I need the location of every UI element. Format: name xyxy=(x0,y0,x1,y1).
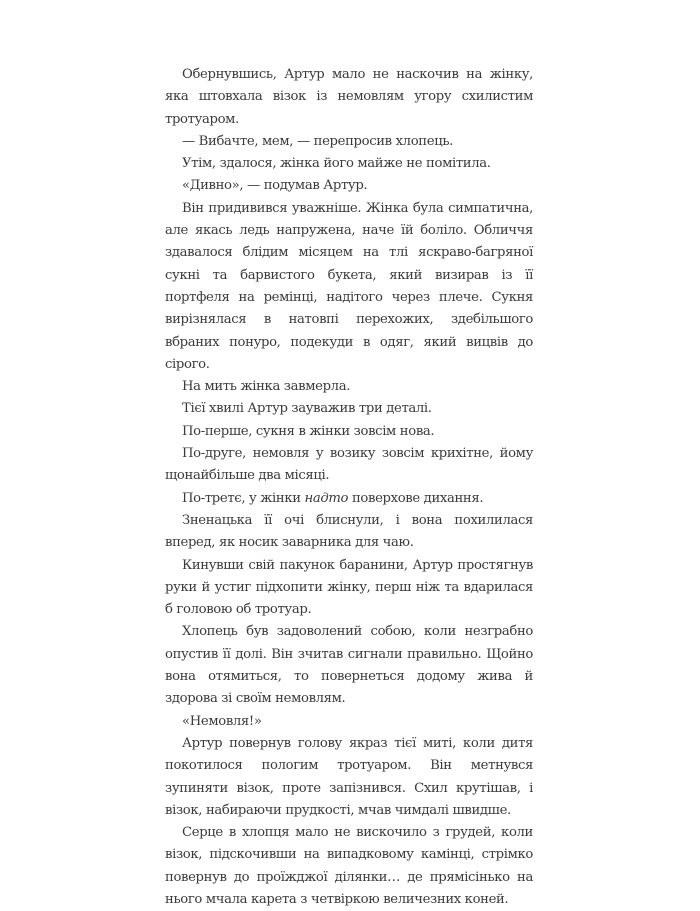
paragraph: По-перше, сукня в жінки зовсім нова. xyxy=(182,423,435,439)
paragraph: Серце в хлопця мало не вискочило з грудей, коли візок, підскочивши на випадковому камінці, стрімко повернув до проїжджої ділянки… де прямісінько на нього мчала карета з четвіркою величезних коней. xyxy=(165,825,533,907)
paragraph: — Вибачте, мем, — перепросив хлопець. xyxy=(182,133,454,149)
paragraph: На мить жінка завмерла. xyxy=(182,379,351,395)
paragraph: «Дивно», — подумав Артур. xyxy=(182,178,368,194)
text-run: поверхове дихання. xyxy=(348,490,484,506)
paragraph: Утім, здалося, жінка його майже не помітила. xyxy=(182,156,491,172)
paragraph-with-emphasis xyxy=(165,488,533,510)
paragraph: По-друге, немовля у возику зовсім крихітне, йому щонайбільше два місяці. xyxy=(165,446,533,484)
paragraph: Тієї хвилі Артур зауважив три деталі. xyxy=(182,401,432,417)
text-run: По-третє, у жінки xyxy=(182,490,305,506)
paragraph: Хлопець був задоволений собою, коли незграбно опустив її долі. Він зчитав сигнали правильно. Щойно вона отямиться, то повернеться додому жива й здорова зі своїм немовлям. xyxy=(165,624,533,707)
paragraph: Він придивився уважніше. Жінка була симпатична, але якась ледь напружена, наче їй боліло. Обличчя здавалося блідим місяцем на тлі яскраво-багряної сукні та барвистого букета, який визирав із її портфеля на ремінці, надітого через плече. Сукня вирізнялася в натовпі перехожих, здебільшого вбраних понуро, подекуди в одяг, який вицвів до сірого. xyxy=(165,200,533,372)
paragraph: Обернувшись, Артур мало не наскочив на жінку, яка штовхала візок із немовлям угору схилистим тротуаром. xyxy=(165,67,533,127)
paragraph: «Немовля!» xyxy=(182,713,262,729)
book-page-text xyxy=(165,64,533,911)
paragraph: Зненацька її очі блиснули, і вона похилилася вперед, як носик заварника для чаю. xyxy=(165,512,533,551)
paragraph: Кинувши свій пакунок баранини, Артур простягнув руки й устиг підхопити жінку, перш ніж та вдарилася б головою об тротуар. xyxy=(165,557,533,618)
paragraph: Артур повернув голову якраз тієї миті, коли дитя покотилося пологим тротуаром. Він метнувся зупиняти візок, проте запізнився. Схил крутішав, і візок, набираючи прудкості, мчав чимдалі швидше. xyxy=(165,735,533,818)
italic-emphasis: надто xyxy=(304,490,349,506)
